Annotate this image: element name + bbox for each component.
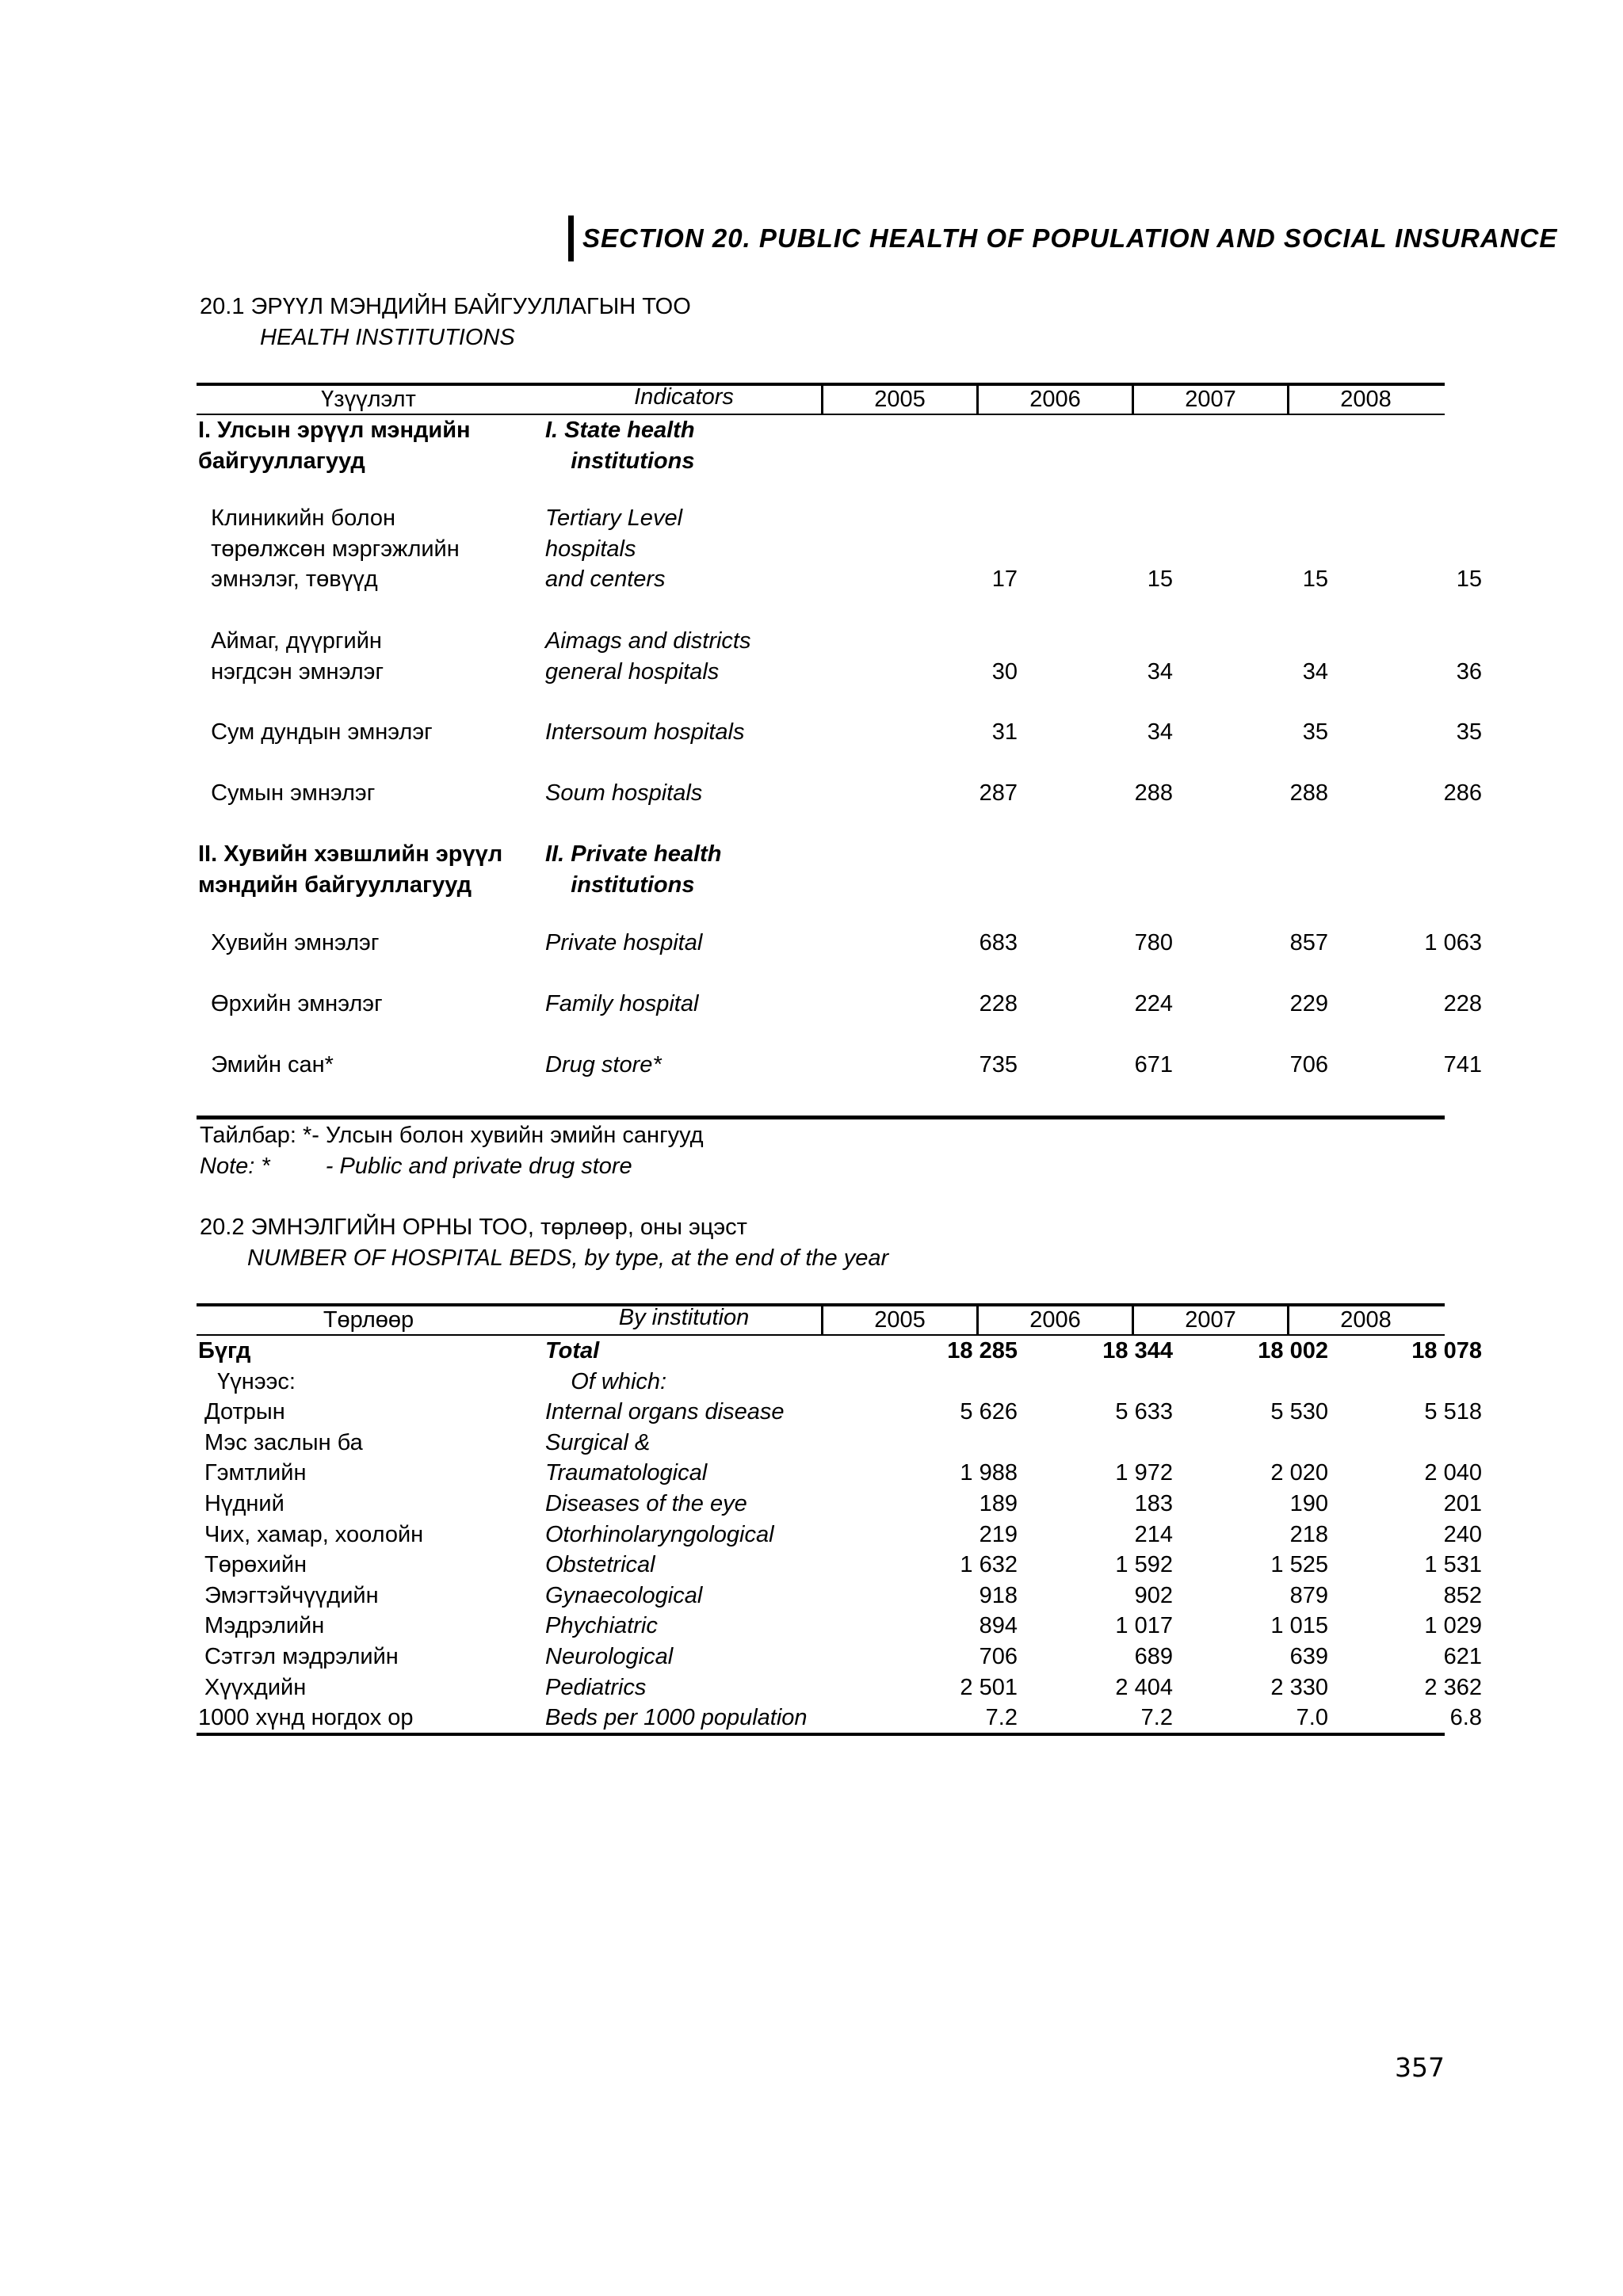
value-cell: 36	[1456, 658, 1482, 685]
table1-note-en-text: - Public and private drug store	[325, 1154, 632, 1179]
value-cell: 1 525	[1270, 1552, 1328, 1578]
table1-header-year: 2008	[1340, 387, 1392, 412]
row-label-en: Beds per 1000 population	[545, 1705, 808, 1731]
value-cell: 683	[979, 930, 1018, 955]
row-label-mn: Аймаг, дүүргийн нэгдсэн эмнэлэг	[211, 628, 384, 685]
value-cell: 286	[1443, 780, 1482, 806]
row-label-mn: Дотрын	[198, 1399, 285, 1425]
table2-header-year: 2008	[1340, 1307, 1392, 1333]
row-label-mn: Гэмтлийн	[198, 1460, 307, 1486]
table1-note-mn: Тайлбар: *- Улсын болон хувийн эмийн сангууд	[200, 1123, 704, 1148]
value-cell: 15	[1456, 566, 1482, 592]
row-label-en: Diseases of the eye	[545, 1491, 747, 1516]
row-label-mn: Клиникийн болон төрөлжсөн мэргэжлийн эмнэлэг, төвүүд	[211, 505, 460, 592]
row-label-en: Tertiary Level hospitals and centers	[545, 505, 683, 592]
value-cell: 2 404	[1115, 1674, 1173, 1700]
value-cell: 214	[1134, 1521, 1173, 1547]
value-cell: 706	[1289, 1052, 1328, 1077]
row-label-en: Phychiatric	[545, 1613, 658, 1639]
row-label-mn: Бүгд	[198, 1338, 251, 1363]
value-cell: 852	[1443, 1582, 1482, 1608]
value-cell: 2 362	[1424, 1674, 1482, 1700]
value-cell: 741	[1443, 1052, 1482, 1077]
value-cell: 2 330	[1270, 1674, 1328, 1700]
value-cell: 287	[979, 780, 1018, 806]
value-cell: 30	[991, 658, 1018, 685]
value-cell: 5 633	[1115, 1399, 1173, 1425]
value-cell: 2 040	[1424, 1460, 1482, 1486]
row-label-en: II. Private health institutions	[545, 841, 722, 898]
row-label-mn: Өрхийн эмнэлэг	[198, 991, 383, 1016]
row-label-en: Otorhinolaryngological	[545, 1521, 774, 1547]
value-cell: 5 626	[960, 1399, 1018, 1425]
table2-header-year: 2007	[1185, 1307, 1236, 1333]
value-cell: 894	[979, 1613, 1018, 1639]
value-cell: 224	[1134, 991, 1173, 1016]
value-cell: 31	[991, 719, 1018, 745]
row-label-mn: Эмэгтэйчүүдийн	[198, 1582, 379, 1608]
table1-bottom-rule	[197, 1116, 1445, 1119]
value-cell: 218	[1289, 1521, 1328, 1547]
row-label-en: Surgical &	[545, 1429, 651, 1455]
row-label-en: Neurological	[545, 1644, 674, 1669]
table2-title-mn: 20.2 ЭМНЭЛГИЙН ОРНЫ ТОО, төрлөөр, оны эцэст	[200, 1215, 747, 1240]
value-cell: 735	[979, 1052, 1018, 1077]
row-label-mn: Нүдний	[198, 1491, 285, 1516]
table1-header-year: 2005	[874, 387, 926, 412]
table1-header-en: Indicators	[634, 384, 734, 410]
value-cell: 228	[1443, 991, 1482, 1016]
row-label-mn: Мэдрэлийн	[198, 1613, 325, 1639]
section-header-bar	[568, 215, 574, 261]
value-cell: 183	[1134, 1491, 1173, 1516]
value-cell: 228	[979, 991, 1018, 1016]
value-cell: 671	[1134, 1052, 1173, 1077]
value-cell: 189	[979, 1491, 1018, 1516]
value-cell: 288	[1134, 780, 1173, 806]
table1-note-en	[200, 1151, 704, 1182]
row-label-en: Family hospital	[545, 991, 699, 1016]
row-label-mn: I. Улсын эрүүл мэндийн байгууллагууд	[198, 418, 471, 474]
value-cell: 34	[1147, 719, 1173, 745]
row-label-mn: Хувийн эмнэлэг	[198, 930, 380, 955]
row-label-mn: Төрөхийн	[198, 1552, 307, 1578]
row-label-en: Gynaecological	[545, 1582, 703, 1608]
value-cell: 879	[1289, 1582, 1328, 1608]
value-cell: 1 029	[1424, 1613, 1482, 1639]
row-label-en: Pediatrics	[545, 1674, 647, 1700]
value-cell: 18 285	[947, 1338, 1018, 1363]
row-label-en: Of which:	[545, 1368, 667, 1394]
table2-header-mn: Төрлөөр	[323, 1307, 414, 1333]
row-label-mn: Чих, хамар, хоолойн	[198, 1521, 424, 1547]
value-cell: 240	[1443, 1521, 1482, 1547]
table1-header-year: 2006	[1029, 387, 1081, 412]
section-header-text: SECTION 20. PUBLIC HEALTH OF POPULATION AND SOCIAL INSURANCE	[582, 223, 1558, 253]
value-cell: 190	[1289, 1491, 1328, 1516]
value-cell: 1 972	[1115, 1460, 1173, 1486]
table1-header-mn: Үзүүлэлт	[321, 387, 416, 412]
value-cell: 2 501	[960, 1674, 1018, 1700]
table1-title-mn: 20.1 ЭРҮҮЛ МЭНДИЙН БАЙГУУЛЛАГЫН ТОО	[200, 294, 691, 319]
row-label-en: Aimags and districts general hospitals	[545, 628, 751, 685]
row-label-mn: Хүүхдийн	[198, 1674, 307, 1700]
value-cell: 1 988	[960, 1460, 1018, 1486]
value-cell: 639	[1289, 1644, 1328, 1669]
row-label-mn: Сум дундын эмнэлэг	[198, 719, 433, 745]
row-label-en: Obstetrical	[545, 1552, 655, 1578]
table2-header-year: 2005	[874, 1307, 926, 1333]
table2-header-en: By institution	[618, 1305, 750, 1330]
value-cell: 1 531	[1424, 1552, 1482, 1578]
value-cell: 902	[1134, 1582, 1173, 1608]
table2-bottom-rule	[197, 1733, 1445, 1736]
row-label-en: Private hospital	[545, 930, 703, 955]
value-cell: 1 015	[1270, 1613, 1328, 1639]
value-cell: 229	[1289, 991, 1328, 1016]
value-cell: 1 017	[1115, 1613, 1173, 1639]
row-label-mn: 1000 хүнд ногдох ор	[198, 1705, 414, 1731]
page-number: 357	[1395, 2052, 1445, 2083]
row-label-mn: II. Хувийн хэвшлийн эрүүл мэндийн байгууллагууд	[198, 841, 503, 898]
table1-title	[200, 292, 691, 353]
row-label-mn: Сэтгэл мэдрэлийн	[198, 1644, 399, 1669]
table2-header-year: 2006	[1029, 1307, 1081, 1333]
row-label-en: Total	[545, 1338, 600, 1363]
value-cell: 18 078	[1411, 1338, 1482, 1363]
table1-note	[200, 1120, 704, 1182]
value-cell: 34	[1147, 658, 1173, 685]
row-label-en: Soum hospitals	[545, 780, 703, 806]
value-cell: 918	[979, 1582, 1018, 1608]
value-cell: 7.2	[1140, 1705, 1173, 1731]
value-cell: 6.8	[1449, 1705, 1482, 1731]
value-cell: 34	[1302, 658, 1328, 685]
table1-title-en: HEALTH INSTITUTIONS	[260, 325, 515, 350]
row-label-en: Traumatological	[545, 1460, 708, 1486]
value-cell: 1 592	[1115, 1552, 1173, 1578]
value-cell: 5 530	[1270, 1399, 1328, 1425]
row-label-mn: Эмийн сан*	[198, 1052, 334, 1077]
value-cell: 7.0	[1296, 1705, 1328, 1731]
row-label-en: I. State health institutions	[545, 418, 695, 474]
value-cell: 1 632	[960, 1552, 1018, 1578]
row-label-en: Intersoum hospitals	[545, 719, 745, 745]
value-cell: 15	[1147, 566, 1173, 592]
value-cell: 35	[1302, 719, 1328, 745]
value-cell: 18 002	[1258, 1338, 1328, 1363]
value-cell: 621	[1443, 1644, 1482, 1669]
value-cell: 17	[991, 566, 1018, 592]
value-cell: 219	[979, 1521, 1018, 1547]
row-label-en: Drug store*	[545, 1052, 662, 1077]
value-cell: 15	[1302, 566, 1328, 592]
value-cell: 288	[1289, 780, 1328, 806]
value-cell: 2 020	[1270, 1460, 1328, 1486]
table2-title	[200, 1212, 888, 1274]
value-cell: 706	[979, 1644, 1018, 1669]
value-cell: 1 063	[1424, 930, 1482, 955]
value-cell: 857	[1289, 930, 1328, 955]
table2-title-en: NUMBER OF HOSPITAL BEDS, by type, at the end of the year	[247, 1245, 889, 1271]
value-cell: 35	[1456, 719, 1482, 745]
table1-header-year: 2007	[1185, 387, 1236, 412]
value-cell: 201	[1443, 1491, 1482, 1516]
value-cell: 7.2	[985, 1705, 1018, 1731]
section-header	[568, 215, 1558, 261]
value-cell: 780	[1134, 930, 1173, 955]
row-label-mn: Мэс заслын ба	[198, 1429, 363, 1455]
value-cell: 689	[1134, 1644, 1173, 1669]
row-label-mn: Сумын эмнэлэг	[198, 780, 376, 806]
table1-note-en-label: Note: *	[200, 1154, 270, 1179]
row-label-mn: Үүнээс:	[198, 1368, 296, 1394]
row-label-en: Internal organs disease	[545, 1399, 785, 1425]
value-cell: 5 518	[1424, 1399, 1482, 1425]
value-cell: 18 344	[1102, 1338, 1173, 1363]
